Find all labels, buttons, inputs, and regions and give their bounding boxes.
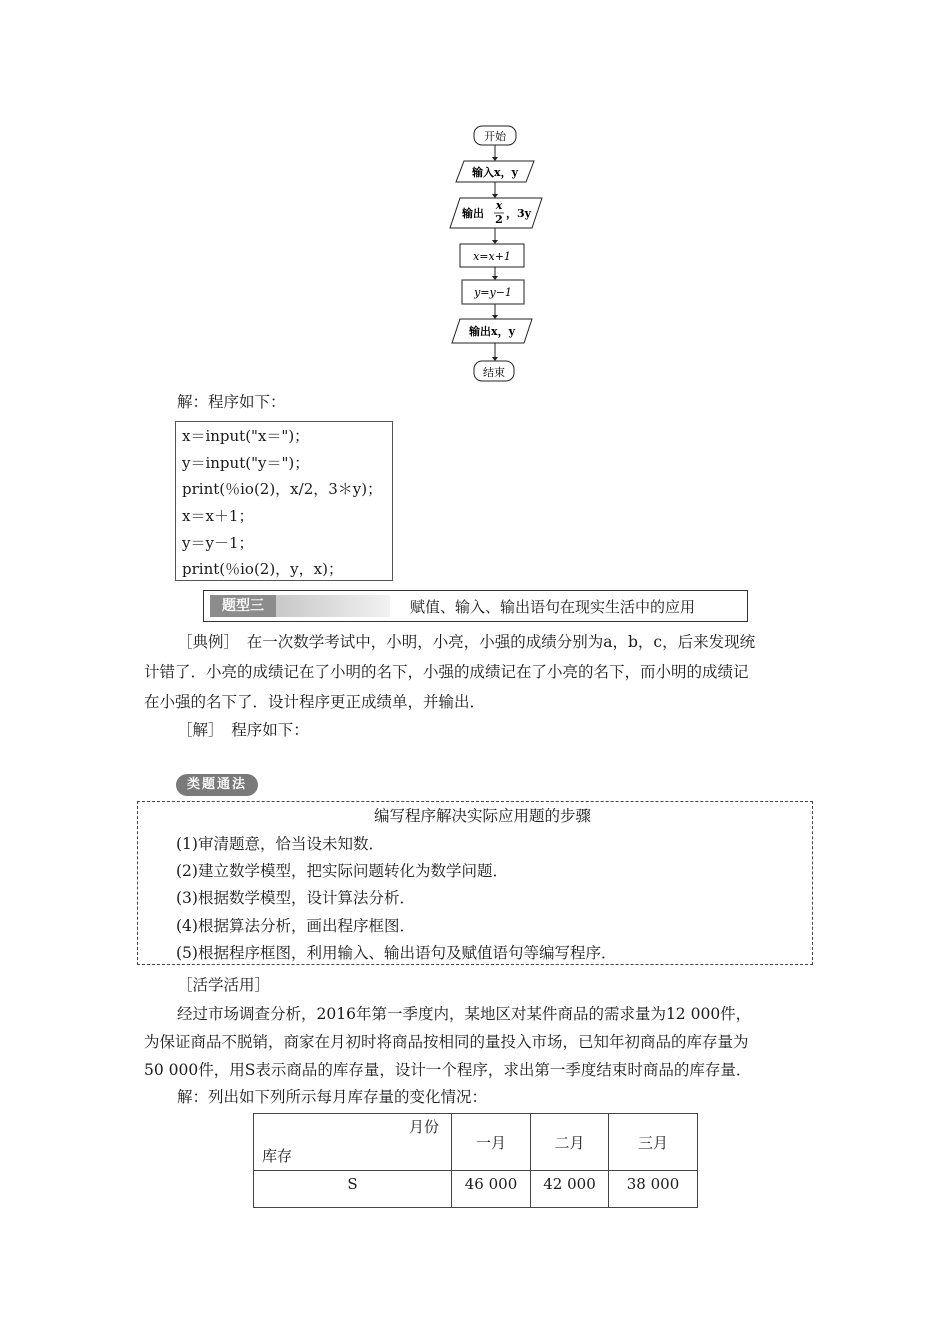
- code-line: print(％io(2)，x/2，3＊y)；: [182, 480, 383, 498]
- step-item: (4)根据算法分析，画出程序框图．: [176, 917, 415, 935]
- code-line: x＝input("x＝")；: [182, 427, 310, 445]
- table-corner-top: 月份: [408, 1118, 439, 1136]
- practice-label: ［活学活用］: [177, 976, 271, 994]
- table-corner-bottom: 库存: [262, 1147, 293, 1165]
- table-row-label: S: [254, 1171, 452, 1208]
- flowchart-assign-y-label: y=y−1: [474, 286, 512, 299]
- example-line: 计错了．小亮的成绩记在了小明的名下，小强的成绩记在了小亮的名下，而小明的成绩记: [144, 663, 749, 681]
- step-item: (5)根据程序框图，利用输入、输出语句及赋值语句等编写程序．: [176, 944, 617, 962]
- code-line: print(％io(2)，y，x)；: [182, 560, 343, 578]
- flowchart-input-label: 输入x，y: [472, 166, 518, 179]
- practice-line: 为保证商品不脱销，商家在月初时将商品按相同的量投入市场，已知年初商品的库存量为: [144, 1033, 749, 1051]
- example-line: 在小强的名下了．设计程序更正成绩单，并输出．: [144, 693, 486, 711]
- practice-solution-label: 解：列出如下列所示每月库存量的变化情况：: [177, 1088, 488, 1106]
- flowchart-output1-suffix: ，3y: [506, 207, 532, 220]
- flowchart-output1-frac-num: x: [495, 199, 503, 212]
- step-item: (3)根据数学模型，设计算法分析．: [176, 889, 415, 907]
- table-row: [254, 1171, 698, 1208]
- practice-line: 50 000件，用S表示商品的库存量，设计一个程序，求出第一季度结束时商品的库存量．: [144, 1061, 752, 1079]
- code-line: y＝input("y＝")；: [182, 454, 310, 472]
- flowchart-start-label: 开始: [484, 130, 506, 143]
- example-line: ［典例］ 在一次数学考试中，小明，小亮，小强的成绩分别为a，b，c，后来发现统: [177, 633, 756, 651]
- table-corner-cell: [254, 1114, 452, 1171]
- solution-label: 解：程序如下：: [177, 393, 286, 411]
- flowchart: [440, 122, 550, 384]
- stock-table: [253, 1113, 698, 1208]
- table-header-cell: 二月: [531, 1114, 609, 1171]
- code-line: x＝x＋1；: [182, 507, 254, 525]
- steps-box: [137, 801, 813, 965]
- flowchart-output2-label: 输出x，y: [469, 325, 515, 338]
- flowchart-output1-frac-den: 2: [495, 213, 503, 226]
- step-item: (1)审清题意，恰当设未知数．: [176, 835, 384, 853]
- code-box: [175, 421, 393, 581]
- flowchart-assign-x-label: x=x+1: [473, 250, 511, 263]
- code-line: y＝y－1；: [182, 534, 254, 552]
- table-header-cell: 一月: [452, 1114, 531, 1171]
- table-header-row: [254, 1114, 698, 1171]
- table-header-cell: 三月: [609, 1114, 698, 1171]
- flowchart-output1-prefix: 输出: [462, 207, 484, 220]
- table-cell: 46 000: [452, 1171, 531, 1208]
- steps-title: 编写程序解决实际应用题的步骤: [374, 807, 592, 825]
- type-badge: 题型三: [210, 595, 276, 617]
- type-section-banner: [203, 590, 748, 622]
- table-cell: 42 000: [531, 1171, 609, 1208]
- type-section-title: 赋值、输入、输出语句在现实生活中的应用: [410, 598, 696, 616]
- table-cell: 38 000: [609, 1171, 698, 1208]
- method-badge: 类题通法: [176, 774, 258, 796]
- step-item: (2)建立数学模型，把实际问题转化为数学问题．: [176, 862, 508, 880]
- practice-line: 经过市场调查分析，2016年第一季度内，某地区对某件商品的需求量为12 000件，: [177, 1005, 752, 1023]
- example-solution-label: ［解］ 程序如下：: [177, 721, 309, 739]
- flowchart-end-label: 结束: [483, 366, 505, 379]
- type-badge-bar: [276, 595, 390, 617]
